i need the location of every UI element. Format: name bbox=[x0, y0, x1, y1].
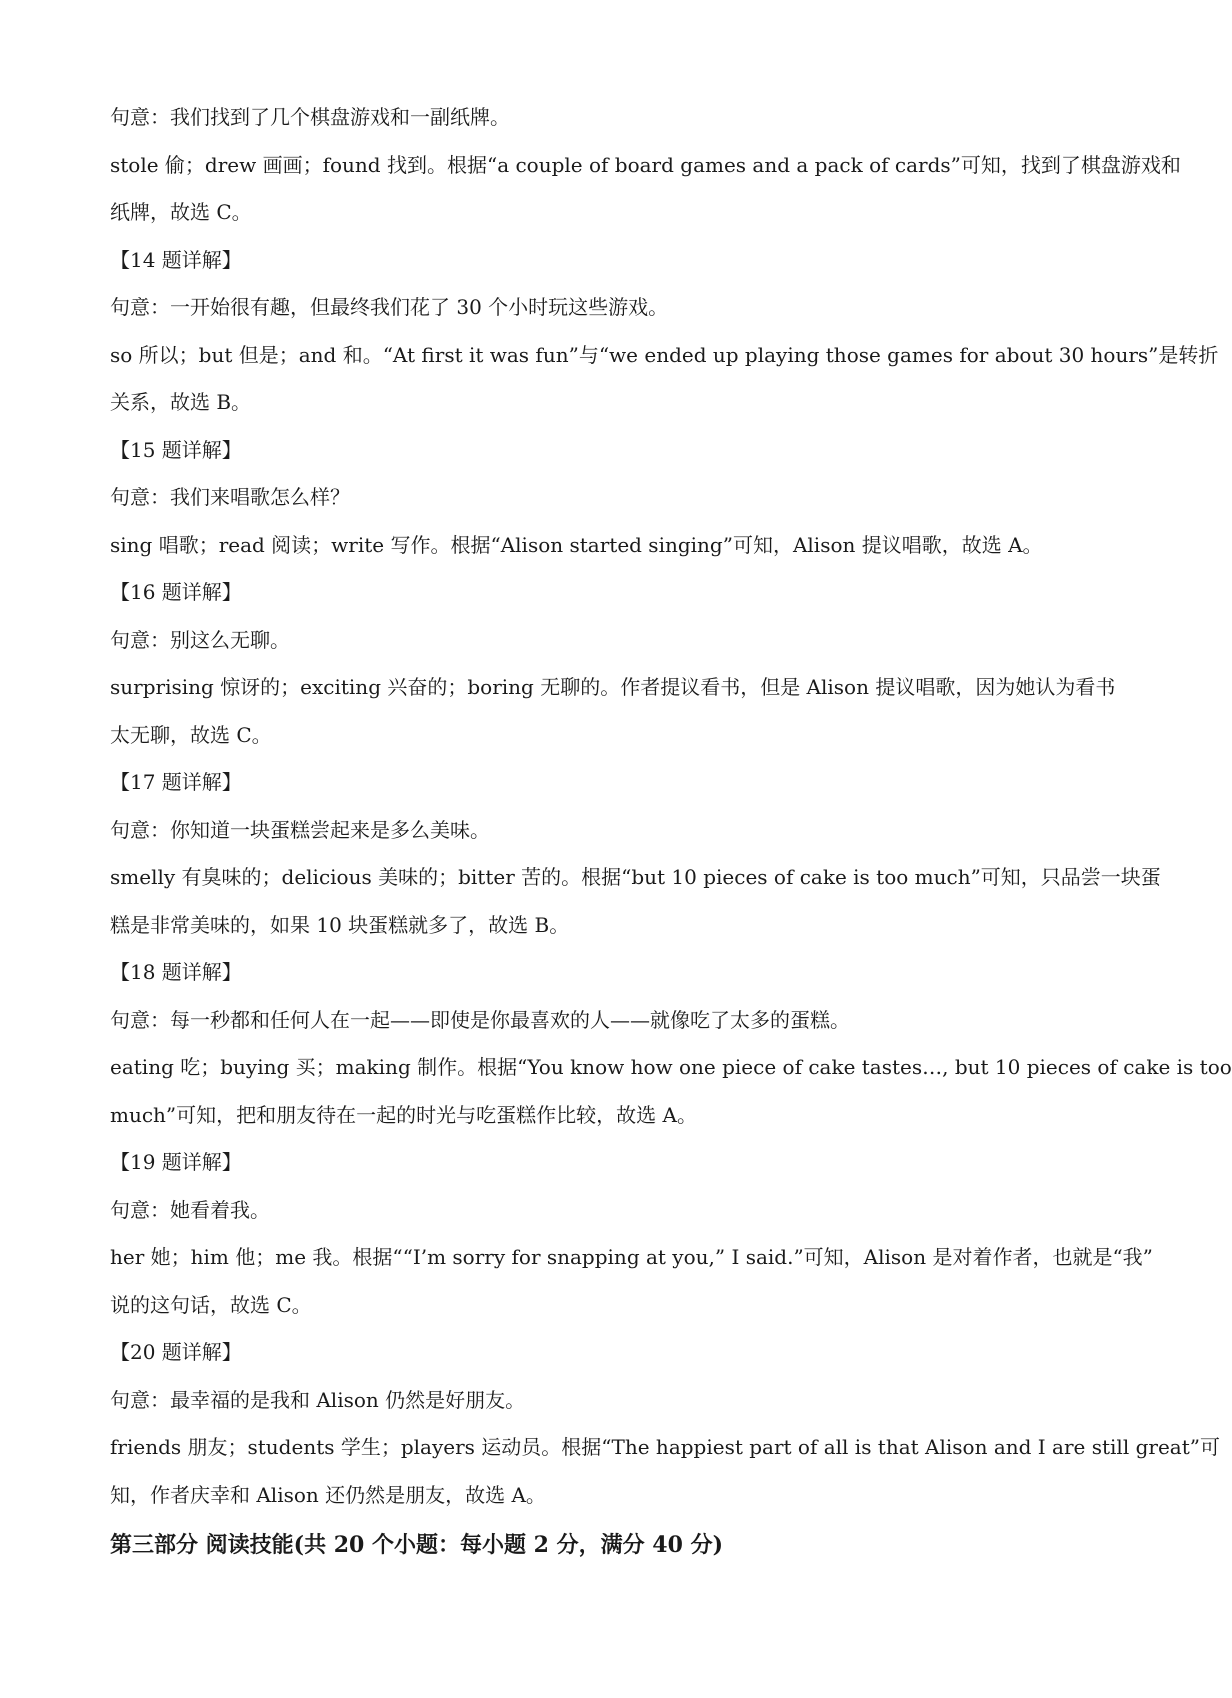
text-line: surprising 惊讶的；exciting 兴奋的；boring 无聊的。作者提议看书，但是 Alison 提议唱歌，因为她认为看书 bbox=[110, 675, 1116, 699]
text-line: eating 吃；buying 买；making 制作。根据“You know how one piece of cake tastes…, but 10 pieces of cake is too bbox=[110, 1055, 1232, 1079]
text-line: stole 偷；drew 画画；found 找到。根据“a couple of board games and a pack of cards”可知，找到了棋盘游戏和 bbox=[110, 152, 1181, 177]
text-line: much”可知，把和朋友待在一起的时光与吃蛋糕作比较，故选 A。 bbox=[110, 1102, 697, 1127]
text-line: 说的这句话，故选 C。 bbox=[110, 1292, 312, 1317]
question-heading-16: 【16 题详解】 bbox=[110, 580, 242, 604]
text-line: 句意：一开始很有趣，但最终我们花了 30 个小时玩这些游戏。 bbox=[110, 295, 669, 319]
question-heading-20: 【20 题详解】 bbox=[110, 1340, 242, 1364]
text-line: friends 朋友；students 学生；players 运动员。根据“The happiest part of all is that Alison and I are still great”可 bbox=[110, 1435, 1220, 1459]
section-title: 第三部分 阅读技能(共 20 个小题：每小题 2 分，满分 40 分) bbox=[110, 1532, 723, 1558]
text-line: 纸牌，故选 C。 bbox=[110, 200, 252, 224]
text-line: 句意：我们找到了几个棋盘游戏和一副纸牌。 bbox=[110, 105, 510, 129]
text-line: 句意：你知道一块蛋糕尝起来是多么美味。 bbox=[110, 817, 490, 842]
text-line: 句意：她看着我。 bbox=[110, 1197, 270, 1222]
text-line: so 所以；but 但是；and 和。“At first it was fun”与“we ended up playing those games for about 30 hours”是转折 bbox=[110, 342, 1219, 367]
text-line: 关系，故选 B。 bbox=[110, 390, 252, 414]
text-line: smelly 有臭味的；delicious 美味的；bitter 苦的。根据“but 10 pieces of cake is too much”可知，只品尝一块蛋 bbox=[110, 865, 1161, 889]
text-line: 糕是非常美味的，如果 10 块蛋糕就多了，故选 B。 bbox=[110, 912, 570, 937]
question-heading-15: 【15 题详解】 bbox=[110, 437, 242, 462]
question-heading-14: 【14 题详解】 bbox=[110, 247, 242, 272]
text-line: sing 唱歌；read 阅读；write 写作。根据“Alison started singing”可知，Alison 提议唱歌，故选 A。 bbox=[110, 532, 1043, 557]
text-line: 知，作者庆幸和 Alison 还仍然是朋友，故选 A。 bbox=[110, 1482, 546, 1507]
question-heading-17: 【17 题详解】 bbox=[110, 770, 242, 794]
text-line: 句意：别这么无聊。 bbox=[110, 627, 290, 652]
text-line: 句意：我们来唱歌怎么样？ bbox=[110, 485, 350, 509]
text-line: 句意：每一秒都和任何人在一起——即使是你最喜欢的人——就像吃了太多的蛋糕。 bbox=[110, 1007, 850, 1032]
text-line: her 她；him 他；me 我。根据““I’m sorry for snapping at you,” I said.”可知，Alison 是对着作者，也就是“我” bbox=[110, 1245, 1153, 1269]
document-body bbox=[110, 94, 1232, 1565]
text-line: 句意：最幸福的是我和 Alison 仍然是好朋友。 bbox=[110, 1387, 526, 1412]
question-heading-19: 【19 题详解】 bbox=[110, 1150, 242, 1174]
question-heading-18: 【18 题详解】 bbox=[110, 960, 242, 984]
text-line: 太无聊，故选 C。 bbox=[110, 722, 272, 747]
